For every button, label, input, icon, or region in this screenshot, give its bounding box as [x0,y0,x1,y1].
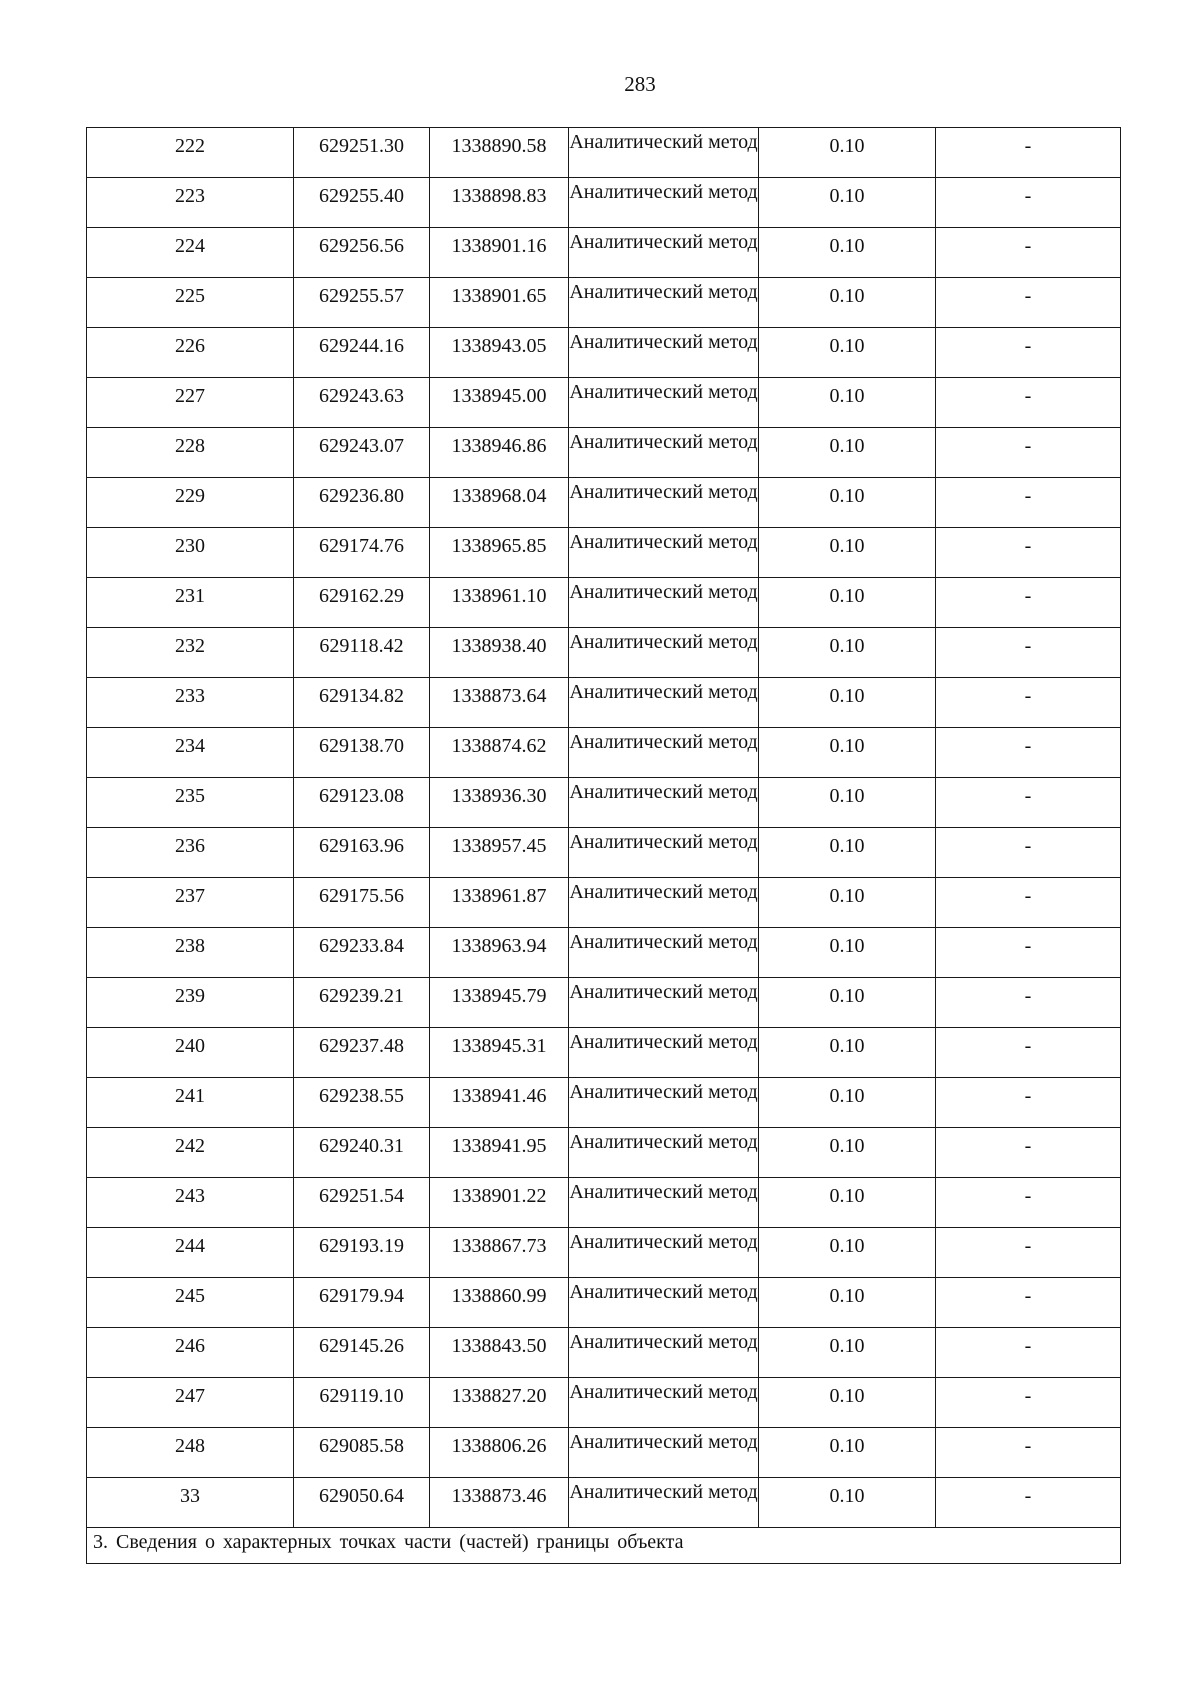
method-cell: Аналитический метод [569,1228,759,1278]
x-coordinate-cell: 629238.55 [294,1078,430,1128]
description-cell: - [936,978,1121,1028]
y-coordinate-cell: 1338898.83 [430,178,569,228]
method-cell: Аналитический метод [569,278,759,328]
method-cell: Аналитический метод [569,478,759,528]
method-cell: Аналитический метод [569,1128,759,1178]
point-number-cell: 241 [87,1078,294,1128]
description-cell: - [936,878,1121,928]
accuracy-cell: 0.10 [759,528,936,578]
point-number-cell: 227 [87,378,294,428]
description-cell: - [936,928,1121,978]
table-row [87,828,1121,878]
method-cell: Аналитический метод [569,228,759,278]
method-cell: Аналитический метод [569,678,759,728]
point-number-cell: 242 [87,1128,294,1178]
x-coordinate-cell: 629162.29 [294,578,430,628]
method-cell: Аналитический метод [569,1478,759,1528]
x-coordinate-cell: 629163.96 [294,828,430,878]
description-cell: - [936,228,1121,278]
y-coordinate-cell: 1338965.85 [430,528,569,578]
y-coordinate-cell: 1338827.20 [430,1378,569,1428]
table-row [87,878,1121,928]
y-coordinate-cell: 1338946.86 [430,428,569,478]
table-row [87,478,1121,528]
y-coordinate-cell: 1338945.00 [430,378,569,428]
table-row [87,1178,1121,1228]
y-coordinate-cell: 1338867.73 [430,1228,569,1278]
method-cell: Аналитический метод [569,328,759,378]
x-coordinate-cell: 629050.64 [294,1478,430,1528]
method-cell: Аналитический метод [569,1328,759,1378]
description-cell: - [936,1028,1121,1078]
accuracy-cell: 0.10 [759,1028,936,1078]
y-coordinate-cell: 1338941.95 [430,1128,569,1178]
table-row [87,1478,1121,1528]
point-number-cell: 229 [87,478,294,528]
point-number-cell: 230 [87,528,294,578]
table-row [87,178,1121,228]
x-coordinate-cell: 629179.94 [294,1278,430,1328]
description-cell: - [936,278,1121,328]
y-coordinate-cell: 1338961.10 [430,578,569,628]
y-coordinate-cell: 1338945.79 [430,978,569,1028]
table-row [87,378,1121,428]
y-coordinate-cell: 1338843.50 [430,1328,569,1378]
x-coordinate-cell: 629255.57 [294,278,430,328]
accuracy-cell: 0.10 [759,1178,936,1228]
point-number-cell: 240 [87,1028,294,1078]
accuracy-cell: 0.10 [759,228,936,278]
table-row [87,1128,1121,1178]
point-number-cell: 232 [87,628,294,678]
accuracy-cell: 0.10 [759,628,936,678]
table-row [87,628,1121,678]
page-number: 283 [624,72,656,96]
x-coordinate-cell: 629243.07 [294,428,430,478]
table-row [87,728,1121,778]
y-coordinate-cell: 1338901.22 [430,1178,569,1228]
accuracy-cell: 0.10 [759,1228,936,1278]
accuracy-cell: 0.10 [759,1128,936,1178]
accuracy-cell: 0.10 [759,1428,936,1478]
description-cell: - [936,1178,1121,1228]
accuracy-cell: 0.10 [759,778,936,828]
point-number-cell: 247 [87,1378,294,1428]
method-cell: Аналитический метод [569,628,759,678]
point-number-cell: 225 [87,278,294,328]
y-coordinate-cell: 1338874.62 [430,728,569,778]
point-number-cell: 238 [87,928,294,978]
point-number-cell: 233 [87,678,294,728]
x-coordinate-cell: 629118.42 [294,628,430,678]
description-cell: - [936,1378,1121,1428]
table-row [87,1428,1121,1478]
y-coordinate-cell: 1338963.94 [430,928,569,978]
accuracy-cell: 0.10 [759,1378,936,1428]
accuracy-cell: 0.10 [759,1078,936,1128]
section-heading-row [87,1528,1121,1564]
x-coordinate-cell: 629256.56 [294,228,430,278]
description-cell: - [936,1278,1121,1328]
table-row [87,678,1121,728]
x-coordinate-cell: 629233.84 [294,928,430,978]
x-coordinate-cell: 629251.30 [294,128,430,178]
accuracy-cell: 0.10 [759,1328,936,1378]
table-row [87,278,1121,328]
description-cell: - [936,328,1121,378]
description-cell: - [936,1228,1121,1278]
method-cell: Аналитический метод [569,978,759,1028]
method-cell: Аналитический метод [569,178,759,228]
x-coordinate-cell: 629236.80 [294,478,430,528]
y-coordinate-cell: 1338873.46 [430,1478,569,1528]
y-coordinate-cell: 1338873.64 [430,678,569,728]
description-cell: - [936,728,1121,778]
y-coordinate-cell: 1338968.04 [430,478,569,528]
y-coordinate-cell: 1338941.46 [430,1078,569,1128]
accuracy-cell: 0.10 [759,1478,936,1528]
point-number-cell: 231 [87,578,294,628]
method-cell: Аналитический метод [569,1378,759,1428]
accuracy-cell: 0.10 [759,428,936,478]
point-number-cell: 246 [87,1328,294,1378]
method-cell: Аналитический метод [569,378,759,428]
x-coordinate-cell: 629244.16 [294,328,430,378]
x-coordinate-cell: 629239.21 [294,978,430,1028]
table-row [87,778,1121,828]
description-cell: - [936,578,1121,628]
accuracy-cell: 0.10 [759,578,936,628]
accuracy-cell: 0.10 [759,978,936,1028]
description-cell: - [936,178,1121,228]
table-row [87,1328,1121,1378]
method-cell: Аналитический метод [569,878,759,928]
point-number-cell: 235 [87,778,294,828]
description-cell: - [936,128,1121,178]
description-cell: - [936,828,1121,878]
y-coordinate-cell: 1338936.30 [430,778,569,828]
table-row [87,328,1121,378]
accuracy-cell: 0.10 [759,128,936,178]
table-row [87,1228,1121,1278]
method-cell: Аналитический метод [569,1278,759,1328]
table-body [87,128,1121,1528]
method-cell: Аналитический метод [569,428,759,478]
point-number-cell: 228 [87,428,294,478]
method-cell: Аналитический метод [569,128,759,178]
y-coordinate-cell: 1338901.16 [430,228,569,278]
accuracy-cell: 0.10 [759,828,936,878]
table-row [87,528,1121,578]
accuracy-cell: 0.10 [759,178,936,228]
table-row [87,978,1121,1028]
description-cell: - [936,778,1121,828]
y-coordinate-cell: 1338901.65 [430,278,569,328]
description-cell: - [936,1128,1121,1178]
description-cell: - [936,1328,1121,1378]
point-number-cell: 224 [87,228,294,278]
method-cell: Аналитический метод [569,728,759,778]
method-cell: Аналитический метод [569,828,759,878]
method-cell: Аналитический метод [569,1178,759,1228]
x-coordinate-cell: 629123.08 [294,778,430,828]
point-number-cell: 243 [87,1178,294,1228]
point-number-cell: 33 [87,1478,294,1528]
y-coordinate-cell: 1338938.40 [430,628,569,678]
description-cell: - [936,678,1121,728]
table-row [87,128,1121,178]
table-row [87,928,1121,978]
point-number-cell: 244 [87,1228,294,1278]
accuracy-cell: 0.10 [759,278,936,328]
method-cell: Аналитический метод [569,528,759,578]
accuracy-cell: 0.10 [759,678,936,728]
accuracy-cell: 0.10 [759,478,936,528]
accuracy-cell: 0.10 [759,378,936,428]
description-cell: - [936,1078,1121,1128]
description-cell: - [936,478,1121,528]
x-coordinate-cell: 629243.63 [294,378,430,428]
y-coordinate-cell: 1338957.45 [430,828,569,878]
table-row [87,428,1121,478]
y-coordinate-cell: 1338806.26 [430,1428,569,1478]
method-cell: Аналитический метод [569,1078,759,1128]
description-cell: - [936,378,1121,428]
coordinates-table [86,127,1121,1564]
method-cell: Аналитический метод [569,1428,759,1478]
x-coordinate-cell: 629174.76 [294,528,430,578]
accuracy-cell: 0.10 [759,1278,936,1328]
x-coordinate-cell: 629085.58 [294,1428,430,1478]
point-number-cell: 248 [87,1428,294,1478]
y-coordinate-cell: 1338943.05 [430,328,569,378]
y-coordinate-cell: 1338945.31 [430,1028,569,1078]
y-coordinate-cell: 1338961.87 [430,878,569,928]
x-coordinate-cell: 629138.70 [294,728,430,778]
y-coordinate-cell: 1338860.99 [430,1278,569,1328]
accuracy-cell: 0.10 [759,728,936,778]
table-row [87,1078,1121,1128]
accuracy-cell: 0.10 [759,878,936,928]
x-coordinate-cell: 629145.26 [294,1328,430,1378]
method-cell: Аналитический метод [569,1028,759,1078]
x-coordinate-cell: 629119.10 [294,1378,430,1428]
point-number-cell: 222 [87,128,294,178]
point-number-cell: 234 [87,728,294,778]
description-cell: - [936,1428,1121,1478]
table-row [87,1028,1121,1078]
accuracy-cell: 0.10 [759,328,936,378]
point-number-cell: 239 [87,978,294,1028]
y-coordinate-cell: 1338890.58 [430,128,569,178]
x-coordinate-cell: 629255.40 [294,178,430,228]
x-coordinate-cell: 629240.31 [294,1128,430,1178]
point-number-cell: 237 [87,878,294,928]
point-number-cell: 245 [87,1278,294,1328]
method-cell: Аналитический метод [569,778,759,828]
description-cell: - [936,1478,1121,1528]
method-cell: Аналитический метод [569,578,759,628]
accuracy-cell: 0.10 [759,928,936,978]
point-number-cell: 223 [87,178,294,228]
description-cell: - [936,428,1121,478]
x-coordinate-cell: 629251.54 [294,1178,430,1228]
x-coordinate-cell: 629193.19 [294,1228,430,1278]
section-heading: 3. Сведения о характерных точках части (частей) границы объекта [87,1528,1121,1564]
x-coordinate-cell: 629237.48 [294,1028,430,1078]
table-row [87,1378,1121,1428]
table-row [87,578,1121,628]
x-coordinate-cell: 629134.82 [294,678,430,728]
point-number-cell: 226 [87,328,294,378]
x-coordinate-cell: 629175.56 [294,878,430,928]
point-number-cell: 236 [87,828,294,878]
method-cell: Аналитический метод [569,928,759,978]
table-row [87,228,1121,278]
description-cell: - [936,628,1121,678]
table-row [87,1278,1121,1328]
description-cell: - [936,528,1121,578]
